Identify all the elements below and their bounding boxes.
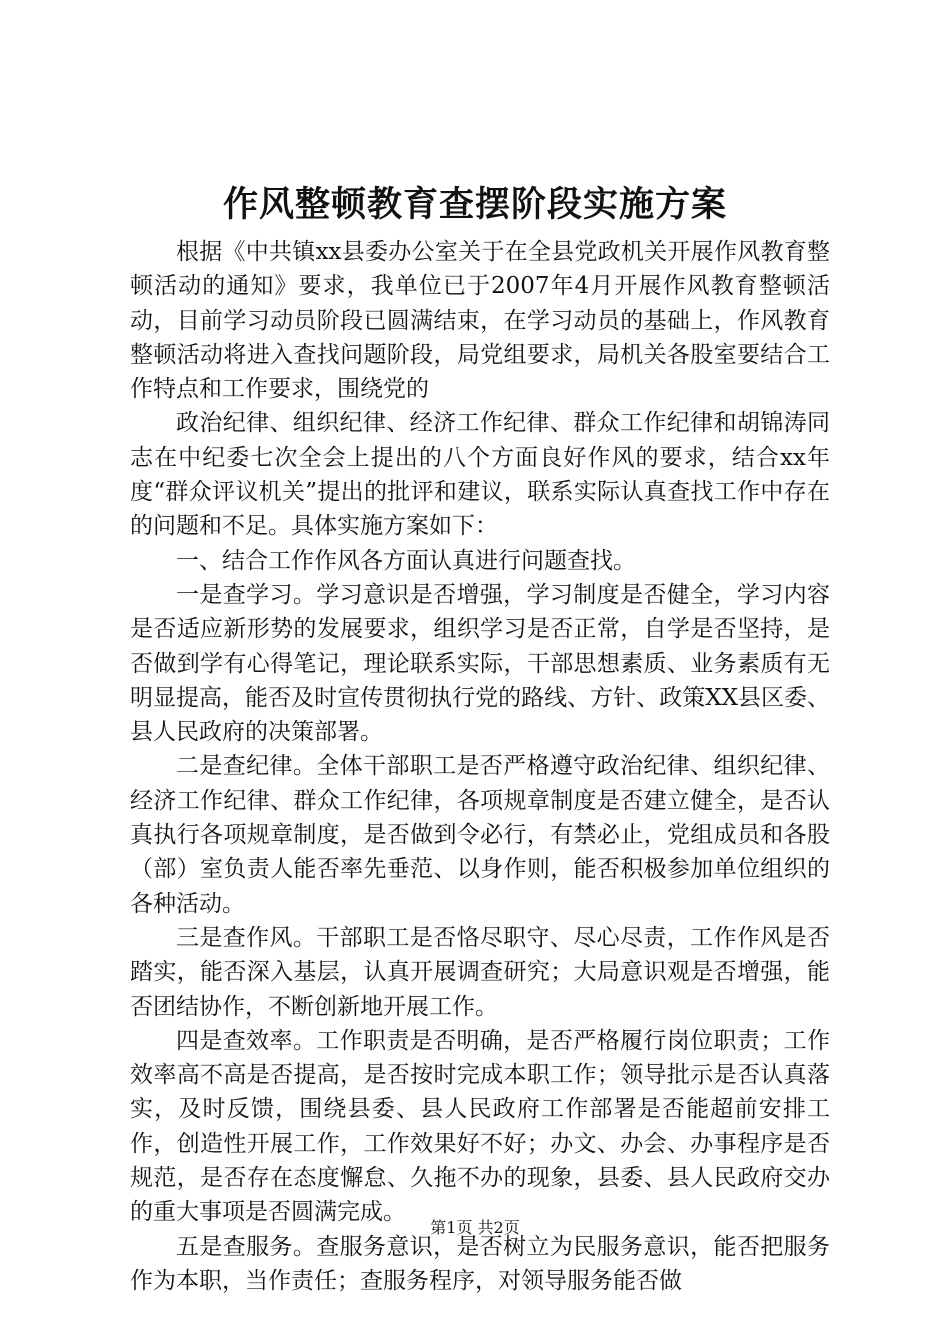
paragraph: 三是查作风。干部职工是否恪尽职守、尽心尽责，工作作风是否踏实，能否深入基层，认真开展调查研究；大局意识观是否增强，能否团结协作，不断创新地开展工作。 <box>130 924 830 1020</box>
paragraph: 根据《中共镇xx县委办公室关于在全县党政机关开展作风教育整顿活动的通知》要求，我单位已于2007年4月开展作风教育整顿活动，目前学习动员阶段已圆满结束，在学习动员的基础上，作风教育整顿活动将进入查找问题阶段，局党组要求，局机关各股室要结合工作特点和工作要求，围绕党的 <box>130 239 830 403</box>
paragraph: 二是查纪律。全体干部职工是否严格遵守政治纪律、组织纪律、经济工作纪律、群众工作纪律，各项规章制度是否建立健全，是否认真执行各项规章制度，是否做到令必行，有禁必止，党组成员和各股（部）室负责人能否率先垂范、以身作则，能否积极参加单位组织的各种活动。 <box>130 753 830 917</box>
page-number-footer: 第1页 共2页 <box>430 1218 520 1237</box>
section-heading: 一、结合工作作风各方面认真进行问题查找。 <box>176 547 636 574</box>
paragraph: 五是查服务。查服务意识，是否树立为民服务意识，能否把服务作为本职，当作责任；查服务程序，对领导服务能否做 <box>130 1233 830 1294</box>
document-title: 作风整顿教育查摆阶段实施方案 <box>222 184 727 225</box>
paragraph: 一是查学习。学习意识是否增强，学习制度是否健全，学习内容是否适应新形势的发展要求，组织学习是否正常，自学是否坚持，是否做到学有心得笔记，理论联系实际，干部思想素质、业务素质有无明显提高，能否及时宣传贯彻执行党的路线、方针、政策XX县区委、县人民政府的决策部署。 <box>130 581 830 746</box>
document-body <box>130 235 830 1298</box>
paragraph: 政治纪律、组织纪律、经济工作纪律、群众工作纪律和胡锦涛同志在中纪委七次全会上提出的八个方面良好作风的要求，结合xx年度“群众评议机关”提出的批评和建议，联系实际认真查找工作中存在的问题和不足。具体实施方案如下： <box>130 410 830 540</box>
paragraph: 四是查效率。工作职责是否明确，是否严格履行岗位职责；工作效率高不高是否提高，是否按时完成本职工作；领导批示是否认真落实，及时反馈，围绕县委、县人民政府工作部署是否能超前安排工作，创造性开展工作，工作效果好不好；办文、办会、办事程序是否规范，是否存在态度懈怠、久拖不办的现象，县委、县人民政府交办的重大事项是否圆满完成。 <box>130 1027 830 1226</box>
